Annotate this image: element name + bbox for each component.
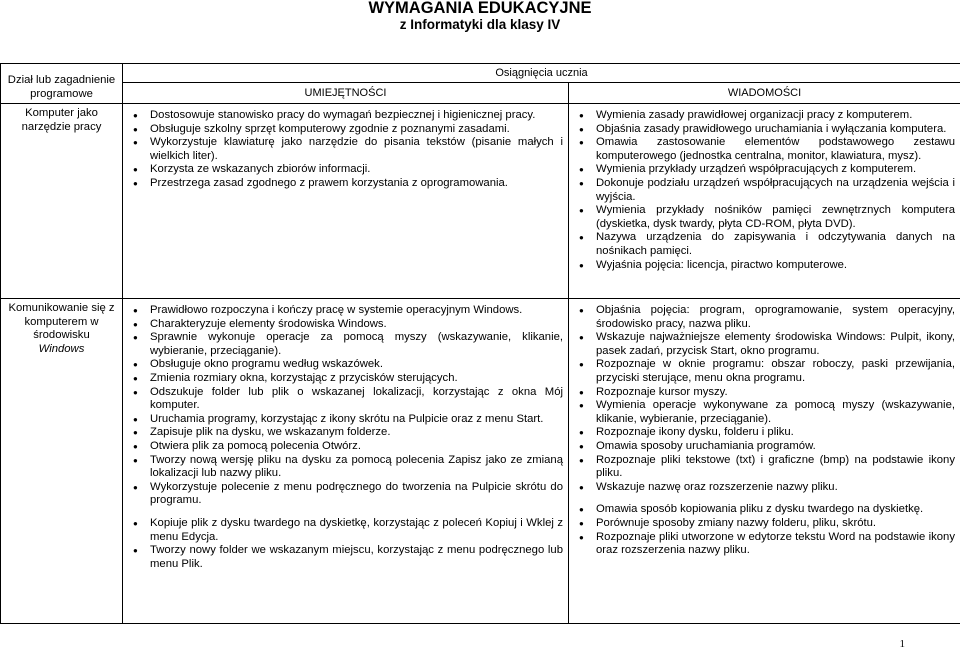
header-umiejetnosci: UMIEJĘTNOŚCI xyxy=(123,83,569,104)
list-item: ● Charakteryzuje elementy środowiska Windows. xyxy=(123,318,563,332)
table-row xyxy=(1,104,960,299)
list-item: ● Kopiuje plik z dysku twardego na dyskietkę, korzystając z poleceń Kopiuj i Wklej z menu Edycja. xyxy=(123,517,563,544)
topic-text-italic: Windows xyxy=(38,342,85,355)
knowledge-cell xyxy=(569,299,960,624)
header-dzial: Dział lub zagadnienie programowe xyxy=(1,64,123,104)
requirements-table xyxy=(0,63,960,624)
list-item: ● Wykorzystuje polecenie z menu podręcznego do tworzenia na Pulpicie skrótu do programu. xyxy=(123,481,563,508)
list-item: ● Odszukuje folder lub plik o wskazanej lokalizacji, korzystając z okna Mój komputer. xyxy=(123,386,563,413)
list-item: ● Obsługuje szkolny sprzęt komputerowy zgodnie z poznanymi zasadami. xyxy=(123,123,563,137)
list-item: ● Rozpoznaje w oknie programu: obszar roboczy, paski przewijania, przyciski sterujące, menu okna programu. xyxy=(569,358,955,385)
list-item: ● Wymienia przykłady urządzeń współpracujących z komputerem. xyxy=(569,163,955,177)
list-item: ● Porównuje sposoby zmiany nazwy folderu, pliku, skrótu. xyxy=(569,517,955,531)
list-item: ● Rozpoznaje kursor myszy. xyxy=(569,386,955,400)
skills-cell xyxy=(123,104,569,299)
list-item: ● Tworzy nową wersję pliku na dysku za pomocą polecenia Zapisz jako ze zmianą lokalizacji lub nazwy pliku. xyxy=(123,454,563,481)
header-row-top xyxy=(1,64,960,83)
list-item: ● Prawidłowo rozpoczyna i kończy pracę w systemie operacyjnym Windows. xyxy=(123,304,563,318)
page-number: 1 xyxy=(899,638,905,650)
list-item: ● Korzysta ze wskazanych zbiorów informacji. xyxy=(123,163,563,177)
document-title: WYMAGANIA EDUKACYJNE xyxy=(368,0,592,17)
list-item: ● Wymienia zasady prawidłowej organizacji pracy z komputerem. xyxy=(569,109,955,123)
list-item: ● Nazywa urządzenia do zapisywania i odczytywania danych na nośnikach pamięci. xyxy=(569,231,955,258)
list-item: ● Obsługuje okno programu według wskazówek. xyxy=(123,358,563,372)
list-item: ● Przestrzega zasad zgodnego z prawem korzystania z oprogramowania. xyxy=(123,177,563,191)
list-item: ● Wskazuje najważniejsze elementy środowiska Windows: Pulpit, ikony, pasek zadań, przycisk Start, okno programu. xyxy=(569,331,955,358)
list-item: ● Dostosowuje stanowisko pracy do wymagań bezpiecznej i higienicznej pracy. xyxy=(123,109,563,123)
list-item: ● Rozpoznaje pliki utworzone w edytorze tekstu Word na podstawie ikony oraz rozszerzenia nazwy pliku. xyxy=(569,531,955,558)
list-item: ● Objaśnia zasady prawidłowego uruchamiania i wyłączania komputera. xyxy=(569,123,955,137)
skills-list xyxy=(123,104,568,195)
list-item: ● Wykorzystuje klawiaturę jako narzędzie do pisania tekstów (pisanie małych i wielkich liter). xyxy=(123,136,563,163)
document-subtitle: z Informatyki dla klasy IV xyxy=(399,17,561,32)
list-item: ● Wyjaśnia pojęcia: licencja, piractwo komputerowe. xyxy=(569,259,955,273)
list-item: ● Omawia zastosowanie elementów podstawowego zestawu komputerowego (jednostka centralna, monitor, klawiatura, mysz). xyxy=(569,136,955,163)
knowledge-list xyxy=(569,299,960,562)
list-item: ● Objaśnia pojęcia: program, oprogramowanie, system operacyjny, środowisko pracy, nazwa pliku. xyxy=(569,304,955,331)
list-item: ● Otwiera plik za pomocą polecenia Otwórz. xyxy=(123,440,563,454)
table-row xyxy=(1,299,960,624)
list-item: ● Tworzy nowy folder we wskazanym miejscu, korzystając z menu podręcznego lub menu Plik. xyxy=(123,544,563,571)
list-item: ● Zapisuje plik na dysku, we wskazanym folderze. xyxy=(123,426,563,440)
knowledge-list xyxy=(569,104,960,276)
list-item: ● Wymienia przykłady nośników pamięci zewnętrznych komputera (dyskietka, dysk twardy, płyta CD-ROM, płyta DVD). xyxy=(569,204,955,231)
header-osiagniecia: Osiągnięcia ucznia xyxy=(123,64,960,83)
list-item: ● Omawia sposoby uruchamiania programów. xyxy=(569,440,955,454)
topic-cell xyxy=(1,299,123,624)
list-item: ● Uruchamia programy, korzystając z ikony skrótu na Pulpicie oraz z menu Start. xyxy=(123,413,563,427)
list-item: ● Rozpoznaje ikony dysku, folderu i pliku. xyxy=(569,426,955,440)
knowledge-cell xyxy=(569,104,960,299)
list-item: ● Rozpoznaje pliki tekstowe (txt) i graficzne (bmp) na podstawie ikony pliku. xyxy=(569,454,955,481)
list-item: ● Wskazuje nazwę oraz rozszerzenie nazwy pliku. xyxy=(569,481,955,495)
skills-cell xyxy=(123,299,569,624)
list-item: ● Dokonuje podziału urządzeń współpracujących na urządzenia wejścia i wyjścia. xyxy=(569,177,955,204)
topic-cell: Komputer jako narzędzie pracy xyxy=(1,104,123,299)
list-item: ● Zmienia rozmiary okna, korzystając z przycisków sterujących. xyxy=(123,372,563,386)
list-item: ● Omawia sposób kopiowania pliku z dysku twardego na dyskietkę. xyxy=(569,503,955,517)
skills-list xyxy=(123,299,568,575)
header-row-columns xyxy=(1,83,960,104)
header-wiadomosci: WIADOMOŚCI xyxy=(569,83,960,104)
list-item: ● Sprawnie wykonuje operacje za pomocą myszy (wskazywanie, klikanie, wybieranie, przeciąganie). xyxy=(123,331,563,358)
topic-text: Komunikowanie się z komputerem w środowisku xyxy=(8,302,115,341)
list-item: ● Wymienia operacje wykonywane za pomocą myszy (wskazywanie, klikanie, wybieranie, przeciąganie). xyxy=(569,399,955,426)
